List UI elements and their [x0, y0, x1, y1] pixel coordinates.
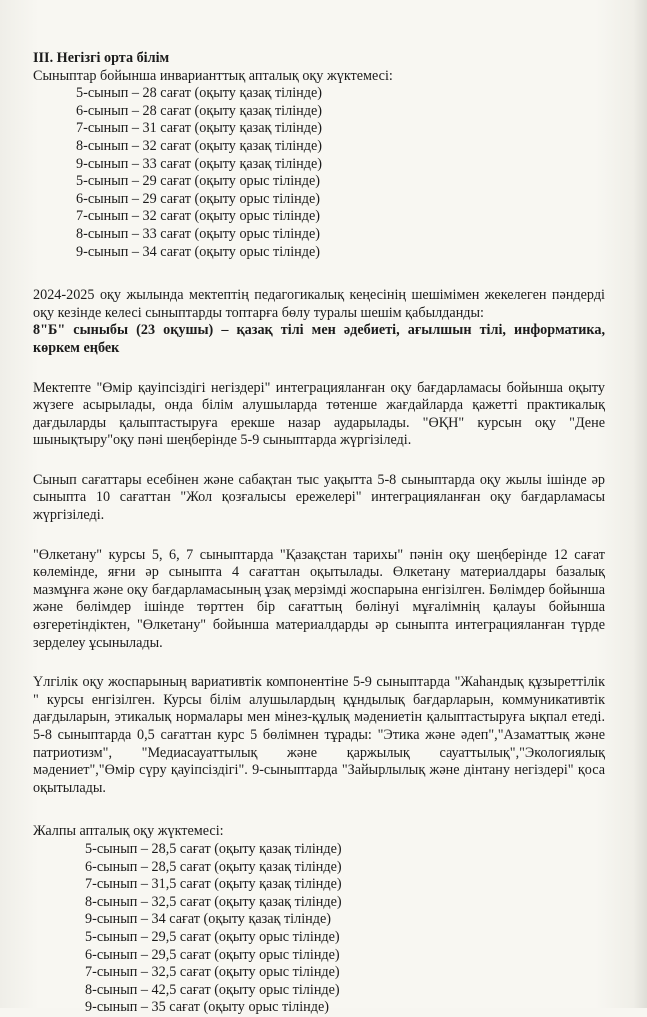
- total-load-intro: Жалпы апталық оқу жүктемесі:: [33, 823, 224, 840]
- list-item: 6-сынып – 28 сағат (оқыту қазақ тілінде): [76, 102, 322, 119]
- list-item: 5-сынып – 29 сағат (оқыту орыс тілінде): [76, 173, 321, 190]
- list-item: 7-сынып – 31,5 сағат (оқыту қазақ тілінде): [85, 876, 342, 893]
- list-item: 6-сынып – 29 сағат (оқыту орыс тілінде): [76, 190, 321, 207]
- list-item: 5-сынып – 28 сағат (оқыту қазақ тілінде): [76, 85, 322, 102]
- list-item: 9-сынып – 34 сағат (оқыту қазақ тілінде): [85, 911, 331, 928]
- list-item: 6-сынып – 29,5 сағат (оқыту орыс тілінде): [85, 946, 340, 963]
- list-item: 9-сынып – 33 сағат (оқыту қазақ тілінде): [76, 155, 322, 172]
- list-item: 8-сынып – 32 сағат (оқыту қазақ тілінде): [76, 137, 322, 154]
- paragraph-safety-program: Мектепте "Өмір қауіпсіздігі негіздері" интеграцияланған оқу бағдарламасы бойынша оқыту жүзеге асырылады, онда білім алушыларда төтенше жағдайларда қажетті практикалық дағдыларды қалыптастыруға ерекше назар аударылады. "ӨҚН" курсын оқу "Дене шынықтыру"оқу пәні шеңберінде 5-9 сыныптарда жүргізіледі.: [33, 379, 605, 449]
- paragraph-group-split-class: 8"Б" сыныбы (23 оқушы) – қазақ тілі мен әдебиеті, ағылшын тілі, информатика, көркем еңбек: [33, 322, 605, 356]
- list-item: 6-сынып – 28,5 сағат (оқыту қазақ тілінде): [85, 858, 342, 875]
- list-item: 7-сынып – 31 сағат (оқыту қазақ тілінде): [76, 120, 322, 137]
- invariant-load-list: [33, 85, 605, 261]
- list-item: 7-сынып – 32,5 сағат (оқыту орыс тілінде): [85, 964, 340, 981]
- load-intro: Сыныптар бойынша инварианттық апталық оқу жүктемесі:: [33, 67, 393, 84]
- list-item: 9-сынып – 34 сағат (оқыту орыс тілінде): [76, 243, 321, 260]
- list-item: 8-сынып – 33 сағат (оқыту орыс тілінде): [76, 225, 321, 242]
- paragraph-local-history: "Өлкетану" курсы 5, 6, 7 сыныптарда "Қазақстан тарихы" пәнін оқу шеңберінде 12 сағат көлемінде, яғни әр сыныпта 4 сағаттан оқытылады. Өлкетану материалдары базалық мазмұнға және оқу бағдарламасының ұзақ мерзімді жоспарына енгізілген. Бөлімдер бойынша және бөлімдер ішінде төрттен бір сағаттың бөлінуі мұғалімнің қалауы бойынша өзгеретіндіктен, "Өлкетану" бойынша материалдарды әр сыныпта интеграцияланған түрде зерделеу ұсынылады.: [33, 546, 605, 651]
- section-heading: III. Негізгі орта білім: [33, 50, 170, 66]
- page-edge-shadow: [633, 0, 647, 1008]
- list-item: 9-сынып – 35 сағат (оқыту орыс тілінде): [85, 999, 330, 1016]
- total-load-list: [33, 841, 605, 1017]
- paragraph-global-competence: Үлгілік оқу жоспарының вариативтік компонентіне 5-9 сыныптарда "Жаһандық құзыреттілік " курсы енгізілген. Курсы білім алушылардың құндылық бағдарларын, коммуникативтік дағдыларын, этикалық нормалары мен мінез-құлық мәдениетін қалыптастыруға ықпал етеді. 5-8 сыныптарда 0,5 сағаттан курс 5 бөлімнен тұрады: "Этика және әдеп","Азаматтық және патриотизм", "Медиасауаттылық және қаржылық сауаттылық","Экологиялық мәдениет","Өмір сүру қауіпсіздігі". 9-сыныптарда "Зайырлылық және дінтану негіздері" қоса оқытылады.: [33, 674, 605, 796]
- list-item: 5-сынып – 29,5 сағат (оқыту орыс тілінде): [85, 928, 340, 945]
- list-item: 8-сынып – 32,5 сағат (оқыту қазақ тілінде): [85, 893, 342, 910]
- list-item: 7-сынып – 32 сағат (оқыту орыс тілінде): [76, 208, 321, 225]
- paragraph-traffic-rules: Сынып сағаттары есебінен және сабақтан тыс уақытта 5-8 сыныптарда оқу жылы ішінде әр сыныпта 10 сағаттан "Жол қозғалысы ережелері" интеграцияланған оқу бағдарламасы жүргізіледі.: [33, 471, 605, 524]
- list-item: 5-сынып – 28,5 сағат (оқыту қазақ тілінде): [85, 840, 342, 857]
- list-item: 8-сынып – 42,5 сағат (оқыту орыс тілінде): [85, 981, 340, 998]
- paragraph-group-split: 2024-2025 оқу жылында мектептің педагогикалық кеңесінің шешімімен жекелеген пәндерді оқу кезінде келесі сыныптарды топтарға бөлу туралы шешім қабылданды:: [33, 287, 605, 321]
- document-body: [33, 50, 605, 1017]
